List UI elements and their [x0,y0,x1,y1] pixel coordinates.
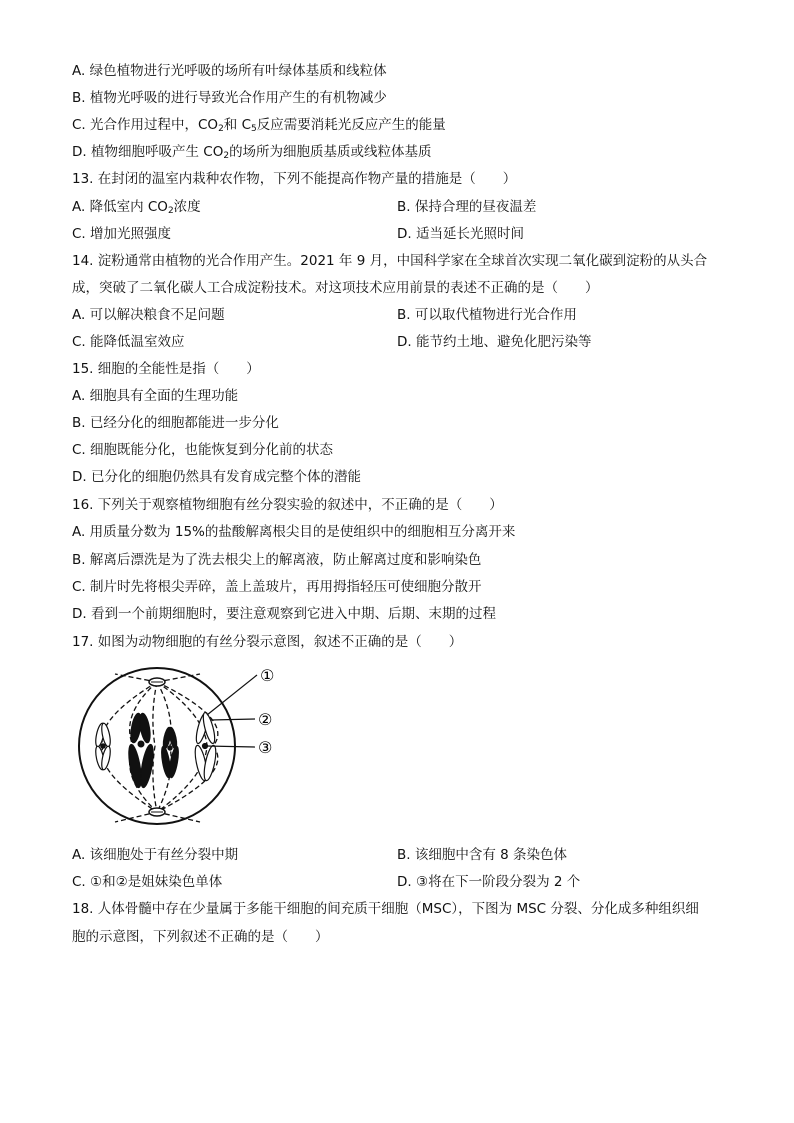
centrosome-top [149,678,165,686]
q14-option-b: B. 可以取代植物进行光合作用 [397,307,577,323]
q16-option-a: A. 用质量分数为 15%的盐酸解离根尖目的是使组织中的细胞相互分离开来 [72,524,516,540]
q14-stem-line1: 14. 淀粉通常由植物的光合作用产生。2021 年 9 月，中国科学家在全球首次实现二氧化碳到淀粉的从头合 [72,253,708,269]
q14-option-c: C. 能降低温室效应 [72,334,185,350]
label-2: ② [258,710,273,729]
q17-option-c: C. ①和②是姐妹染色单体 [72,874,223,890]
q12-option-c: C. 光合作用过程中，$CO_2$和 $C_5$反应需要消耗光反应产生的能量 [72,117,446,134]
q17-option-b: B. 该细胞中含有 8 条染色体 [397,847,568,863]
q12-option-b: B. 植物光呼吸的进行导致光合作用产生的有机物减少 [72,90,387,106]
q14-stem-line2: 成，突破了二氧化碳人工合成淀粉技术。对这项技术应用前景的表述不正确的是（ ） [72,280,599,296]
q16-stem: 16. 下列关于观察植物细胞有丝分裂实验的叙述中，不正确的是（ ） [72,497,503,513]
q17-option-a: A. 该细胞处于有丝分裂中期 [72,847,239,863]
mitosis-cell-diagram [75,660,290,830]
q16-option-d: D. 看到一个前期细胞时，要注意观察到它进入中期、后期、末期的过程 [72,606,496,622]
q15-option-d: D. 已分化的细胞仍然具有发育成完整个体的潜能 [72,469,361,485]
q13-option-b: B. 保持合理的昼夜温差 [397,199,537,215]
q15-stem: 15. 细胞的全能性是指（ ） [72,361,260,377]
q14-option-d: D. 能节约土地、避免化肥污染等 [397,334,592,350]
label-1: ① [260,666,275,685]
q18-stem-line2: 胞的示意图，下列叙述不正确的是（ ） [72,929,329,945]
centrosome-bottom [149,808,165,816]
q13-option-a: A. 降低室内 $CO_2$浓度 [72,199,201,216]
q17-stem: 17. 如图为动物细胞的有丝分裂示意图，叙述不正确的是（ ） [72,634,463,650]
q16-option-b: B. 解离后漂洗是为了洗去根尖上的解离液，防止解离过度和影响染色 [72,552,482,568]
q18-stem-line1: 18. 人体骨髓中存在少量属于多能干细胞的间充质干细胞（MSC），下图为 MSC 分裂、分化成多种组织细 [72,901,699,917]
q15-option-c: C. 细胞既能分化，也能恢复到分化前的状态 [72,442,334,458]
q13-stem: 13. 在封闭的温室内栽种农作物，下列不能提高作物产量的措施是（ ） [72,171,517,187]
q12-option-a: A. 绿色植物进行光呼吸的场所有叶绿体基质和线粒体 [72,63,387,79]
q13-option-d: D. 适当延长光照时间 [397,226,524,242]
q14-option-a: A. 可以解决粮食不足问题 [72,307,225,323]
q17-option-d: D. ③将在下一阶段分裂为 2 个 [397,874,581,890]
q13-option-c: C. 增加光照强度 [72,226,172,242]
chromosome-white-left [94,723,112,771]
q12-option-d: D. 植物细胞呼吸产生 $CO_2$的场所为细胞质基质或线粒体基质 [72,144,432,161]
q16-option-c: C. 制片时先将根尖弄碎，盖上盖玻片，再用拇指轻压可使细胞分散开 [72,579,482,595]
q15-option-a: A. 细胞具有全面的生理功能 [72,388,239,404]
q15-option-b: B. 已经分化的细胞都能进一步分化 [72,415,279,431]
label-3: ③ [258,738,273,757]
chromosome-black-small [160,727,180,779]
